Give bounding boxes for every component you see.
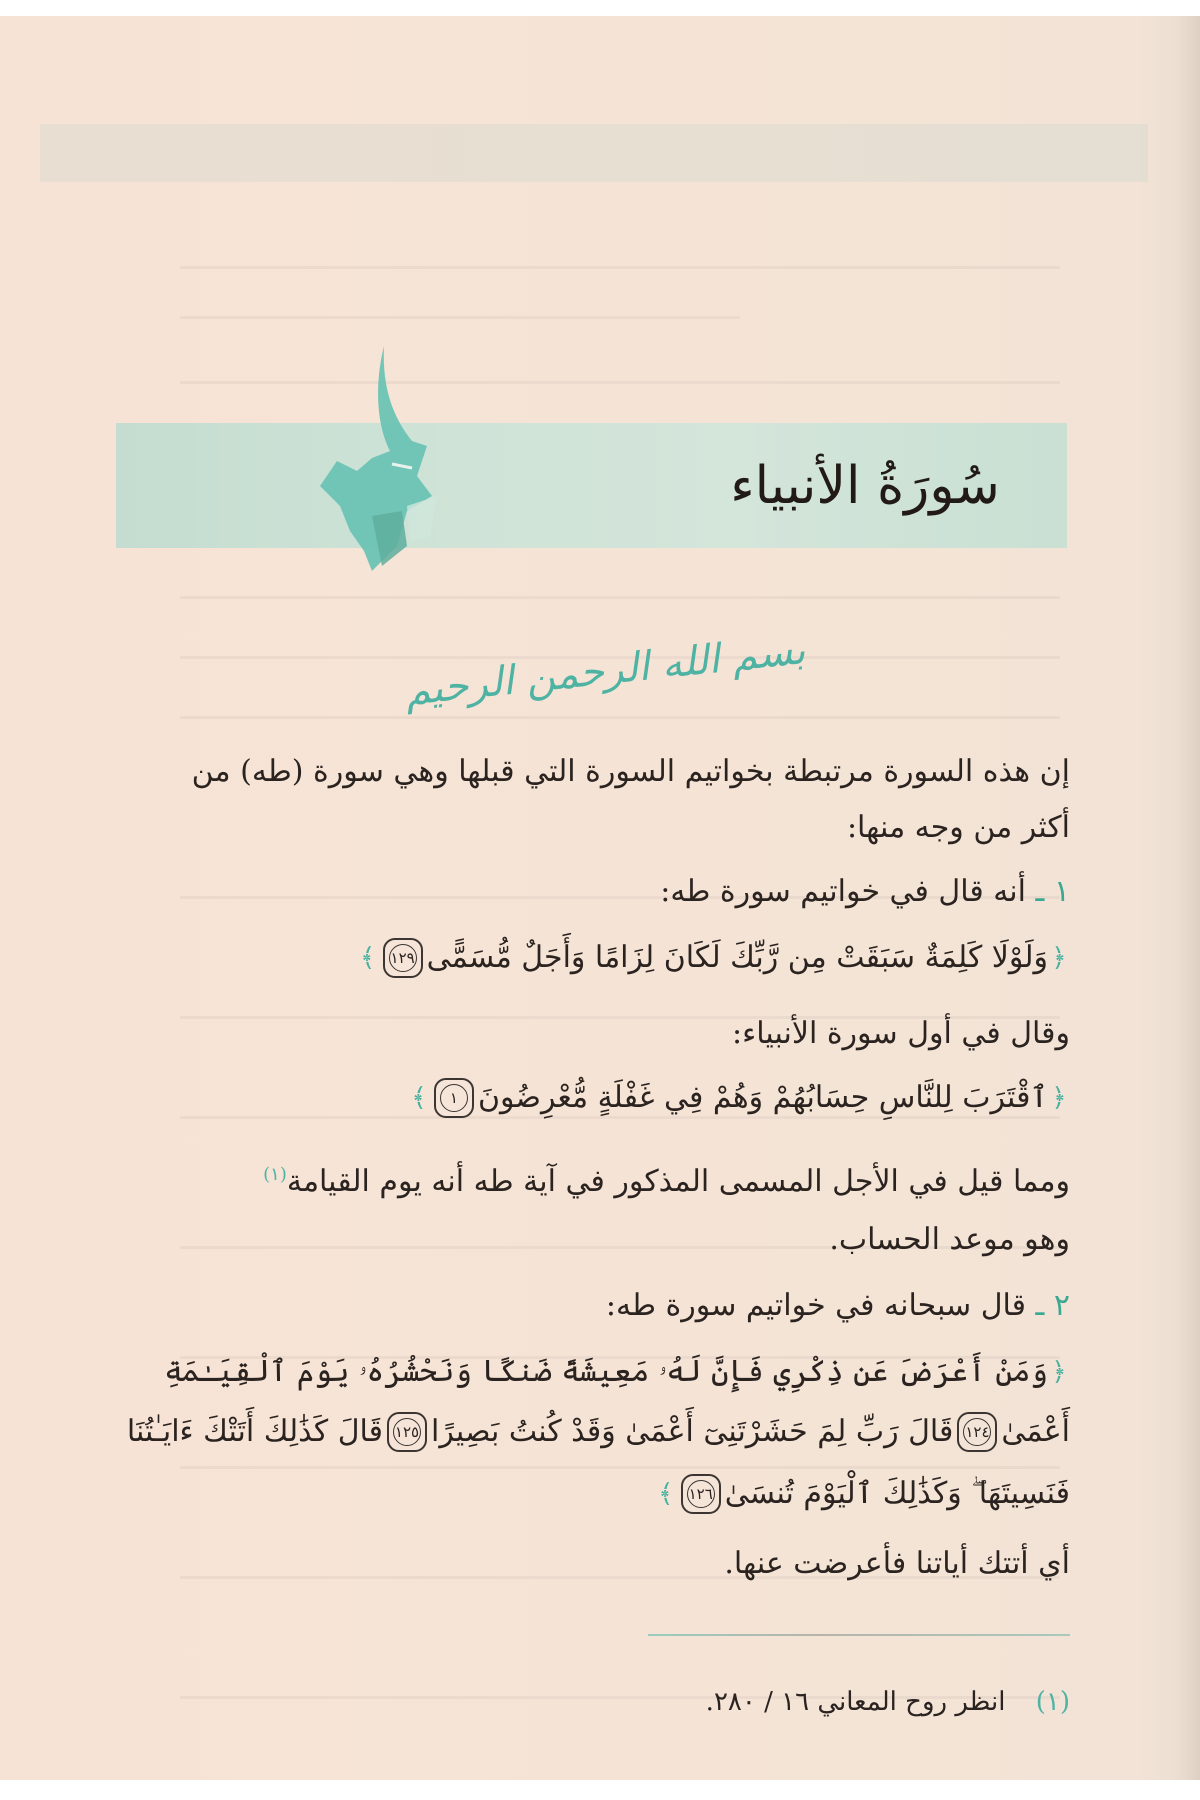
ayah-taha-124-126-line-2: [127, 1402, 1070, 1462]
ayah-close-bracket-icon: ﴾: [658, 1479, 674, 1509]
verse-number-medallion-icon: ١٢٩: [383, 938, 423, 978]
footnote-number: (١): [1035, 1687, 1070, 1717]
point-2-number: ٢ ـ: [1035, 1288, 1070, 1323]
closing-line: أي أتتك أياتنا فأعرضت عنها.: [724, 1546, 1070, 1581]
ayah-text: وَمَنْ أَعْرَضَ عَن ذِكْرِي فَإِنَّ لَهُۥ مَعِيشَةً ضَنكًا وَنَحْشُرُهُۥ يَوْمَ ٱلْقِيَـٰمَةِ: [164, 1354, 1048, 1389]
intro-line-1: إن هذه السورة مرتبطة بخواتيم السورة التي قبلها وهي سورة (طه) من: [191, 754, 1070, 789]
footnote-separator: [648, 1634, 1070, 1636]
ayah-anbiya-1: [408, 1068, 1070, 1128]
ayah-text: قَالَ كَذَٰلِكَ أَتَتْكَ ءَايَـٰتُنَا: [126, 1414, 383, 1449]
verse-number-medallion-icon: ١٢٦: [681, 1474, 721, 1514]
intro-line-2: أكثر من وجه منها:: [846, 810, 1070, 845]
point-1-heading: [120, 864, 1070, 920]
commentary-line-1: [120, 1154, 1070, 1210]
ayah-open-bracket-icon: ﴿: [1051, 1083, 1067, 1113]
ayah-taha-124-line-1: [164, 1342, 1070, 1402]
ayah-taha-126-line-3: [655, 1464, 1070, 1524]
point-2-heading: [120, 1278, 1070, 1334]
body-text: [120, 16, 1070, 1780]
page-edge-shadow: [1178, 16, 1200, 1780]
basmala-text: بسم الله الرحمن الرحيم: [402, 627, 808, 715]
ayah-close-bracket-icon: ﴾: [411, 1083, 427, 1113]
book-page: [0, 16, 1200, 1780]
point-1-number: ١ ـ: [1035, 874, 1070, 909]
point-1b-heading: وقال في أول سورة الأنبياء:: [732, 1016, 1070, 1051]
ayah-text: قَالَ رَبِّ لِمَ حَشَرْتَنِىٓ أَعْمَىٰ وَقَدْ كُنتُ بَصِيرًا: [431, 1414, 954, 1449]
ayah-open-bracket-icon: ﴿: [1051, 943, 1067, 973]
ayah-text: فَنَسِيتَهَا ۖ وَكَذَٰلِكَ ٱلْيَوْمَ تُنسَىٰ: [724, 1476, 1070, 1511]
point-1-label: أنه قال في خواتيم سورة طه:: [660, 874, 1026, 909]
footnote-marker[interactable]: (١): [263, 1164, 287, 1185]
ayah-text: وَلَوْلَا كَلِمَةٌ سَبَقَتْ مِن رَّبِّكَ لَكَانَ لِزَامًا وَأَجَلٌ مُّسَمًّى: [426, 940, 1048, 975]
ayah-close-bracket-icon: ﴾: [359, 943, 376, 973]
footnote: [706, 1682, 1070, 1722]
surah-title-text: سُورَةُ الأنبياء: [730, 456, 1000, 516]
ayah-taha-129: [357, 928, 1070, 988]
ayah-open-bracket-icon: ﴿: [1051, 1357, 1067, 1387]
verse-number-medallion-icon: ١: [434, 1078, 474, 1118]
ayah-text: أَعْمَىٰ: [1001, 1414, 1070, 1449]
commentary-text: ومما قيل في الأجل المسمى المذكور في آية طه أنه يوم القيامة: [286, 1164, 1070, 1199]
verse-number-medallion-icon: ١٢٥: [387, 1412, 427, 1452]
verse-number-medallion-icon: ١٢٤: [957, 1412, 997, 1452]
point-2-label: قال سبحانه في خواتيم سورة طه:: [605, 1288, 1026, 1323]
ayah-text: ٱقْتَرَبَ لِلنَّاسِ حِسَابُهُمْ وَهُمْ فِي غَفْلَةٍ مُّعْرِضُونَ: [477, 1080, 1048, 1115]
footnote-text: انظر روح المعاني ١٦ / ٢٨٠.: [705, 1687, 1006, 1717]
commentary-line-2: وهو موعد الحساب.: [829, 1222, 1070, 1257]
